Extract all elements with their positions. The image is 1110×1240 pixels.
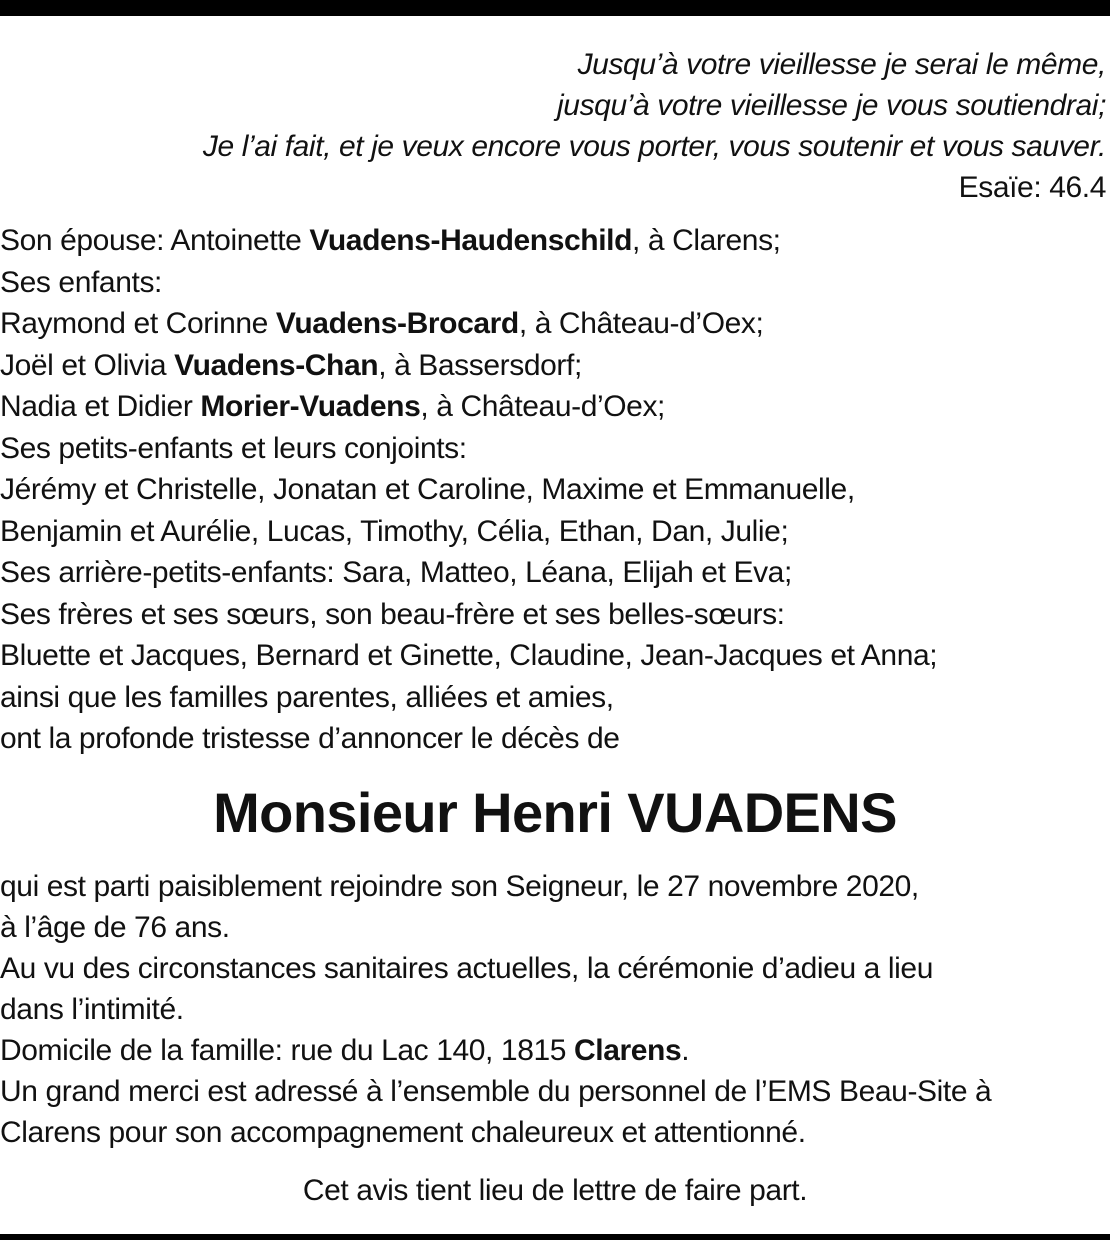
child-2-suffix: , à Bassersdorf; [378, 348, 582, 382]
thanks-line-2: Clarens pour son accompagnement chaleureux et attentionné. [0, 1116, 806, 1149]
child-1-name: Vuadens-Brocard [275, 307, 519, 340]
siblings-line: Bluette et Jacques, Bernard et Ginette, Claudine, Jean-Jacques et Anna; [0, 639, 938, 672]
verse-reference: Esaïe: 46.4 [958, 171, 1106, 204]
verse-line-1: Jusqu’à votre vieillesse je serai le même, [577, 48, 1106, 81]
spouse-suffix: , à Clarens; [632, 224, 781, 257]
child-1-prefix: Raymond et Corinne [0, 307, 276, 340]
domicile-suffix: . [681, 1034, 690, 1067]
child-1-suffix: , à Château-d’Oex; [518, 307, 764, 340]
great-grandchildren-line: Ses arrière-petits-enfants: Sara, Matteo, Léana, Elijah et Eva; [0, 556, 792, 589]
child-line-1 [0, 303, 1110, 345]
grandchildren-heading: Ses petits-enfants et leurs conjoints: [0, 431, 467, 465]
domicile-address: Domicile de la famille: rue du Lac 140, 1815 [0, 1034, 575, 1067]
passing-line-1: qui est parti paisiblement rejoindre son Seigneur, le 27 novembre 2020, [0, 870, 919, 903]
bible-verse [6, 44, 1106, 208]
child-line-3 [0, 386, 1110, 428]
grandchildren-line-2: Benjamin et Aurélie, Lucas, Timothy, Célia, Ethan, Dan, Julie; [0, 514, 789, 548]
child-3-name: Morier-Vuadens [200, 390, 421, 423]
spouse-prefix: Son épouse: Antoinette [0, 224, 310, 257]
child-2-name: Vuadens-Chan [174, 348, 379, 382]
children-heading: Ses enfants: [0, 265, 162, 299]
thanks-line-1: Un grand merci est adressé à l’ensemble du personnel de l’EMS Beau-Site à [0, 1075, 992, 1108]
verse-line-2: jusqu’à votre vieillesse je vous soutiendrai; [557, 89, 1106, 122]
child-2-prefix: Joël et Olivia [0, 348, 175, 382]
top-rule [0, 0, 1110, 16]
domicile-city: Clarens [574, 1034, 682, 1067]
deceased-name: Monsieur Henri VUADENS [213, 781, 897, 844]
relatives-line: ainsi que les familles parentes, alliées et amies, [0, 680, 614, 714]
child-3-suffix: , à Château-d’Oex; [420, 390, 665, 423]
siblings-heading: Ses frères et ses sœurs, son beau-frère et ses belles-sœurs: [0, 597, 785, 631]
child-line-2 [0, 345, 1110, 387]
spouse-name: Vuadens-Haudenschild [309, 224, 633, 257]
verse-line-3: Je l’ai fait, et je veux encore vous porter, vous soutenir et vous sauver. [202, 130, 1106, 163]
child-3-prefix: Nadia et Didier [0, 390, 201, 423]
details-block [0, 866, 1110, 1153]
grandchildren-line-1: Jérémy et Christelle, Jonatan et Caroline, Maxime et Emmanuelle, [0, 473, 855, 506]
passing-line-2: à l’âge de 76 ans. [0, 911, 230, 944]
ceremony-line-1: Au vu des circonstances sanitaires actuelles, la cérémonie d’adieu a lieu [0, 952, 933, 985]
announcement-line: ont la profonde tristesse d’annoncer le décès de [0, 722, 620, 755]
family-list [0, 220, 1110, 760]
ceremony-line-2: dans l’intimité. [0, 993, 184, 1026]
bottom-rule [0, 1234, 1110, 1240]
domicile-line [0, 1030, 1110, 1071]
spouse-line [0, 220, 1110, 262]
closing-note: Cet avis tient lieu de lettre de faire part. [302, 1174, 808, 1207]
